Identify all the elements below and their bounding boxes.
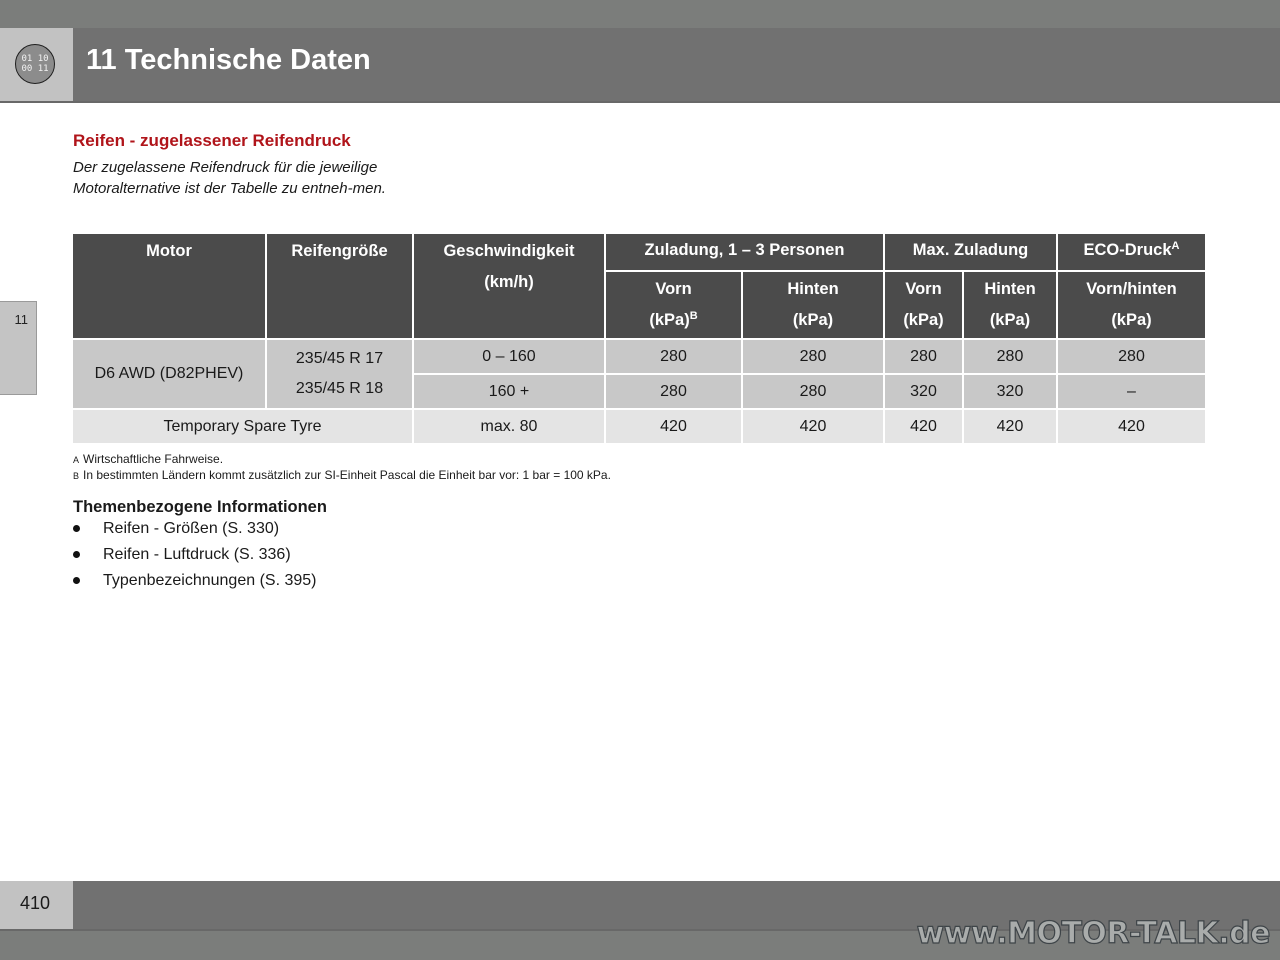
table-row	[73, 340, 1205, 373]
binary-chip-icon	[15, 44, 55, 84]
footnote-a: A Wirtschaftliche Fahrweise.	[73, 452, 224, 466]
cell-load-rear: 280	[743, 375, 883, 408]
header-load-rear: Hinten (kPa)	[743, 272, 883, 338]
bullet-icon	[73, 525, 80, 532]
cell-max-rear: 320	[964, 375, 1056, 408]
header-tyre-size: Reifengröße	[267, 234, 412, 338]
header-eco: ECO-Druck$^A$	[1058, 234, 1205, 270]
cell-eco: 280	[1058, 340, 1205, 373]
related-info-list	[73, 518, 316, 596]
cell-speed: 0 – 160	[414, 340, 604, 373]
chapter-header	[0, 28, 1280, 103]
tyre-pressure-table	[71, 232, 1207, 445]
cell-motor-spare: Temporary Spare Tyre	[73, 410, 412, 443]
cell-max-front: 280	[885, 340, 962, 373]
cell-load-front: 280	[606, 375, 741, 408]
cell-eco: 420	[1058, 410, 1205, 443]
cell-eco: –	[1058, 375, 1205, 408]
watermark: www.MOTOR-TALK.de	[916, 916, 1270, 951]
header-max-rear: Hinten (kPa)	[964, 272, 1056, 338]
footnotes	[73, 452, 611, 484]
header-max-front: Vorn (kPa)	[885, 272, 962, 338]
header-load-1-3: Zuladung, 1 – 3 Personen	[606, 234, 883, 270]
chapter-icon-line-1: 01 10	[21, 54, 49, 64]
cell-load-rear: 420	[743, 410, 883, 443]
chapter-title: 11 Technische Daten	[86, 44, 371, 76]
related-info-title: Themenbezogene Informationen	[73, 498, 327, 516]
section-title: Reifen - zugelassener Reifendruck	[73, 131, 351, 150]
cell-speed: max. 80	[414, 410, 604, 443]
header-load-front: Vorn (kPa)$^B$	[606, 272, 741, 338]
side-tab-label: 11	[14, 312, 28, 327]
header-eco-front-rear: Vorn/hinten (kPa)	[1058, 272, 1205, 338]
bullet-icon	[73, 577, 80, 584]
page-number: 410	[20, 893, 51, 913]
cell-load-front: 420	[606, 410, 741, 443]
bullet-icon	[73, 551, 80, 558]
page-number-box	[0, 881, 73, 929]
header-max-load: Max. Zuladung	[885, 234, 1056, 270]
cell-tyre-sizes: 235/45 R 17 235/45 R 18	[267, 340, 412, 408]
cell-load-front: 280	[606, 340, 741, 373]
chapter-icon-box	[0, 28, 73, 101]
chapter-side-tab[interactable]	[0, 301, 37, 395]
footnote-b: B In bestimmten Ländern kommt zusätzlich zur SI-Einheit Pascal die Einheit bar vor: 1 bar = 100 kPa.	[73, 468, 611, 482]
cell-max-front: 320	[885, 375, 962, 408]
related-link-type-designations[interactable]: Typenbezeichnungen (S. 395)	[73, 570, 316, 596]
header-speed: Geschwindigkeit (km/h)	[414, 234, 604, 338]
cell-max-rear: 420	[964, 410, 1056, 443]
table-row	[73, 410, 1205, 443]
related-link-tyre-pressure[interactable]: Reifen - Luftdruck (S. 336)	[73, 544, 316, 570]
cell-speed: 160 +	[414, 375, 604, 408]
cell-motor: D6 AWD (D82PHEV)	[73, 340, 265, 408]
top-strip	[0, 0, 1280, 28]
chapter-icon-line-2: 00 11	[21, 64, 49, 74]
related-link-tyre-sizes[interactable]: Reifen - Größen (S. 330)	[73, 518, 316, 544]
cell-load-rear: 280	[743, 340, 883, 373]
header-motor: Motor	[73, 234, 265, 338]
cell-max-front: 420	[885, 410, 962, 443]
cell-max-rear: 280	[964, 340, 1056, 373]
section-intro: Der zugelassene Reifendruck für die jeweilige Motoralternative ist der Tabelle zu entneh-men.	[73, 159, 386, 197]
